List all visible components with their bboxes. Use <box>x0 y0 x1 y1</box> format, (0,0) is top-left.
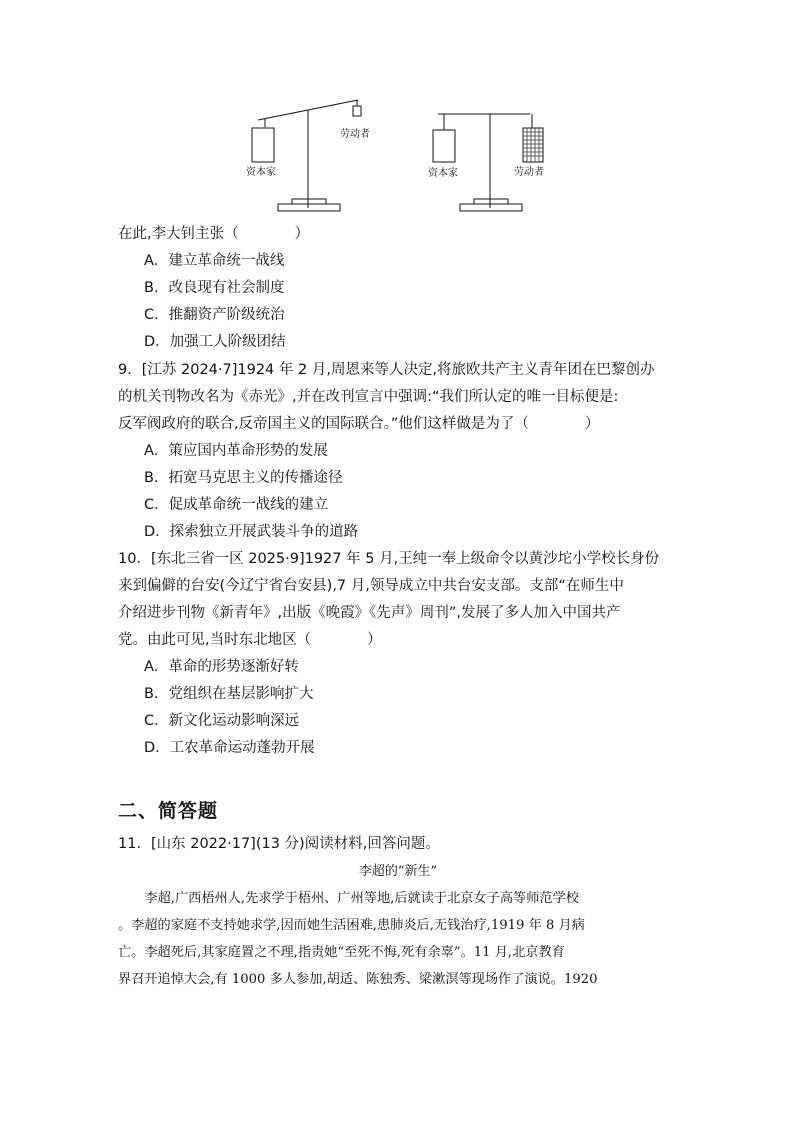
left-worker-box <box>353 106 361 116</box>
q11-material-line-1: 李超,广西梧州人,先求学于梧州、广州等地,后就读于北京女子高等师范学校 <box>144 891 579 906</box>
q9-option-d: D．探索独立开展武装斗争的道路 <box>144 524 359 540</box>
question-8 <box>118 221 678 356</box>
q10-line-2: 来到偏僻的台安(今辽宁省台安县),7 月,领导成立中共台安支部。支部“在师生中 <box>118 578 624 594</box>
left-scale-base <box>278 204 340 211</box>
q8-stem: 在此,李大钊主张（ <box>118 226 239 242</box>
q9-option-b: B．拓宽马克思主义的传播途径 <box>144 470 343 486</box>
q8-stem-line <box>118 221 678 248</box>
q9-option-c: C．促成革命统一战线的建立 <box>144 497 329 513</box>
right-balance-scale <box>433 114 543 211</box>
q10-close-paren: ） <box>367 632 382 648</box>
q10-line-4: 党。由此可见,当时东北地区（ <box>118 632 312 648</box>
right-capitalist-label: 资本家 <box>428 168 458 179</box>
left-worker-label: 劳动者 <box>340 129 370 140</box>
q8-option-b: B．改良现有社会制度 <box>144 280 285 296</box>
q10-option-d: D．工农革命运动蓬勃开展 <box>144 740 315 756</box>
q9-close-paren: ） <box>584 416 600 432</box>
q8-option-a: A．建立革命统一战线 <box>144 253 285 269</box>
q10-line-4-wrap <box>118 627 678 654</box>
q9-line-3-wrap <box>118 411 678 438</box>
q9-line-2: 的机关刊物改名为《赤光》,并在改刊宣言中强调:“我们所认定的唯一目标便是: <box>118 389 619 405</box>
q11-material-title: 李超的“新生” <box>358 864 438 879</box>
q9-option-a: A．策应国内革命形势的发展 <box>144 443 328 459</box>
q11-stem: 11．[山东 2022·17](13 分)阅读材料,回答问题。 <box>118 836 440 852</box>
balance-scale-figure <box>230 92 544 218</box>
q10-option-b: B．党组织在基层影响扩大 <box>144 686 314 702</box>
question-10 <box>118 546 678 762</box>
q11-material-line-3: 亡。李超死后,其家庭置之不理,指责她“至死不悔,死有余辜”。11 月,北京教育 <box>118 945 565 960</box>
q10-line-1: 10．[东北三省一区 2025·9]1927 年 5 月,王纯一奉上级命令以黄沙坨小学校长身份 <box>118 551 660 567</box>
balance-scale-svg <box>230 92 544 218</box>
right-scale-base <box>460 204 522 211</box>
q8-option-d: D．加强工人阶级团结 <box>144 334 286 350</box>
section-title-short-answer: 二、简答题 <box>118 800 219 822</box>
right-capitalist-box <box>433 130 455 162</box>
q11-material <box>118 885 678 993</box>
q8-option-c: C．推翻资产阶级统治 <box>144 307 285 323</box>
question-9 <box>118 357 678 546</box>
right-worker-box <box>523 128 543 162</box>
q11-material-line-2: 。李超的家庭不支持她求学,因而她生活困难,患肺炎后,无钱治疗,1919 年 8 月病 <box>118 918 585 933</box>
question-11 <box>118 831 678 993</box>
q8-close-paren: ） <box>294 226 310 242</box>
q9-line-1: 9．[江苏 2024·7]1924 年 2 月,周恩来等人决定,将旅欧共产主义青年团在巴黎创办 <box>118 362 655 378</box>
q10-line-3: 介绍进步刊物《新青年》,出版《晚霞》《先声》周刊”,发展了多人加入中国共产 <box>118 605 621 621</box>
q9-line-3: 反军阀政府的联合,反帝国主义的国际联合。”他们这样做是为了（ <box>118 416 529 432</box>
q11-material-line-4: 界召开追悼大会,有 1000 多人参加,胡适、陈独秀、梁漱溟等现场作了演说。1920 <box>118 972 598 987</box>
left-capitalist-box <box>252 128 274 162</box>
right-worker-label: 劳动者 <box>514 167 544 178</box>
q10-option-a: A．革命的形势逐渐好转 <box>144 659 299 675</box>
left-balance-scale <box>252 100 361 211</box>
q10-option-c: C．新文化运动影响深远 <box>144 713 300 729</box>
left-capitalist-label: 资本家 <box>246 167 276 178</box>
